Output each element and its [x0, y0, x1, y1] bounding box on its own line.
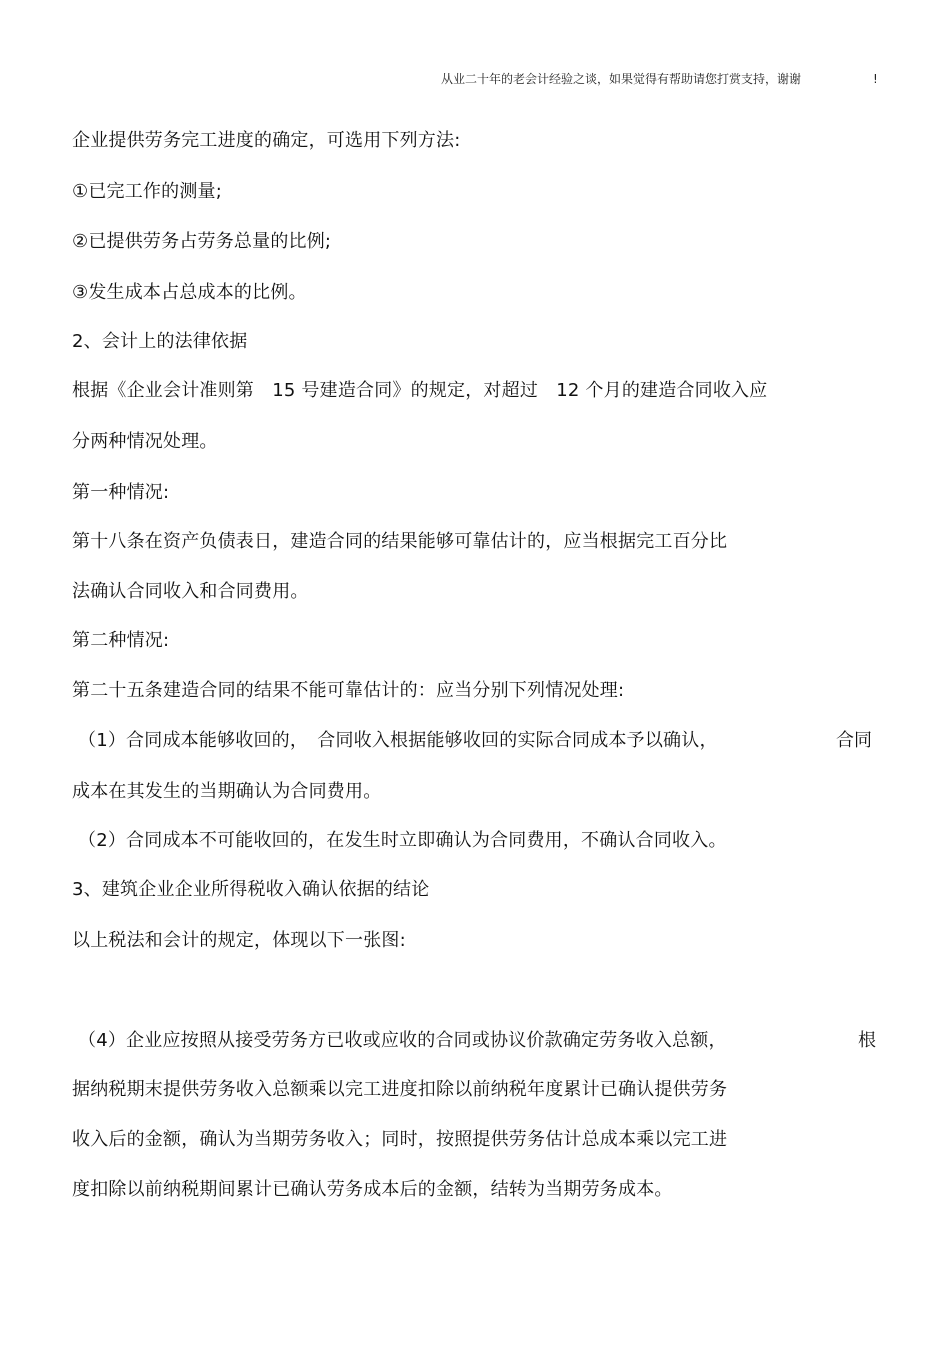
list-item: ①已完工作的测量; [72, 181, 223, 202]
paragraph-line: 法确认合同收入和合同费用。 [72, 581, 309, 602]
paragraph-line-tail: 合同 [836, 730, 872, 751]
paragraph-line: 第二十五条建造合同的结果不能可靠估计的：应当分别下列情况处理: [72, 680, 625, 701]
paragraph-line: （2）合同成本不可能收回的，在发生时立即确认为合同费用，不确认合同收入。 [78, 830, 727, 851]
header-note [441, 71, 881, 87]
section-heading: 3、建筑企业企业所得税收入确认依据的结论 [72, 879, 430, 900]
paragraph-line: 分两种情况处理。 [72, 431, 218, 452]
paragraph-line: 第一种情况: [72, 482, 170, 503]
list-item: ③发生成本占总成本的比例。 [72, 282, 307, 303]
header-note-exclamation: ! [873, 72, 878, 86]
paragraph-line: 根据《企业会计准则第 15 号建造合同》的规定，对超过 12 个月的建造合同收入应 [72, 380, 768, 401]
section-heading: 2、会计上的法律依据 [72, 331, 248, 352]
paragraph-line: 第二种情况: [72, 630, 170, 651]
paragraph-line: 据纳税期末提供劳务收入总额乘以完工进度扣除以前纳税年度累计已确认提供劳务 [72, 1079, 728, 1100]
paragraph-line: 企业提供劳务完工进度的确定，可选用下列方法: [72, 130, 461, 151]
header-note-text: 从业二十年的老会计经验之谈，如果觉得有帮助请您打赏支持，谢谢 [441, 72, 802, 86]
paragraph-line: 以上税法和会计的规定，体现以下一张图: [72, 930, 406, 951]
paragraph-line: （4）企业应按照从接受劳务方已收或应收的合同或协议价款确定劳务收入总额， [78, 1030, 727, 1051]
paragraph-line: 第十八条在资产负债表日，建造合同的结果能够可靠估计的，应当根据完工百分比 [72, 531, 728, 552]
paragraph-line-tail: 根 [858, 1030, 876, 1051]
paragraph-line: （1）合同成本能够收回的， 合同收入根据能够收回的实际合同成本予以确认， [78, 730, 718, 751]
paragraph-line: 度扣除以前纳税期间累计已确认劳务成本后的金额，结转为当期劳务成本。 [72, 1179, 673, 1200]
paragraph-line: 收入后的金额，确认为当期劳务收入；同时，按照提供劳务估计总成本乘以完工进 [72, 1129, 728, 1150]
list-item: ②已提供劳务占劳务总量的比例; [72, 231, 332, 252]
paragraph-line: 成本在其发生的当期确认为合同费用。 [72, 781, 382, 802]
